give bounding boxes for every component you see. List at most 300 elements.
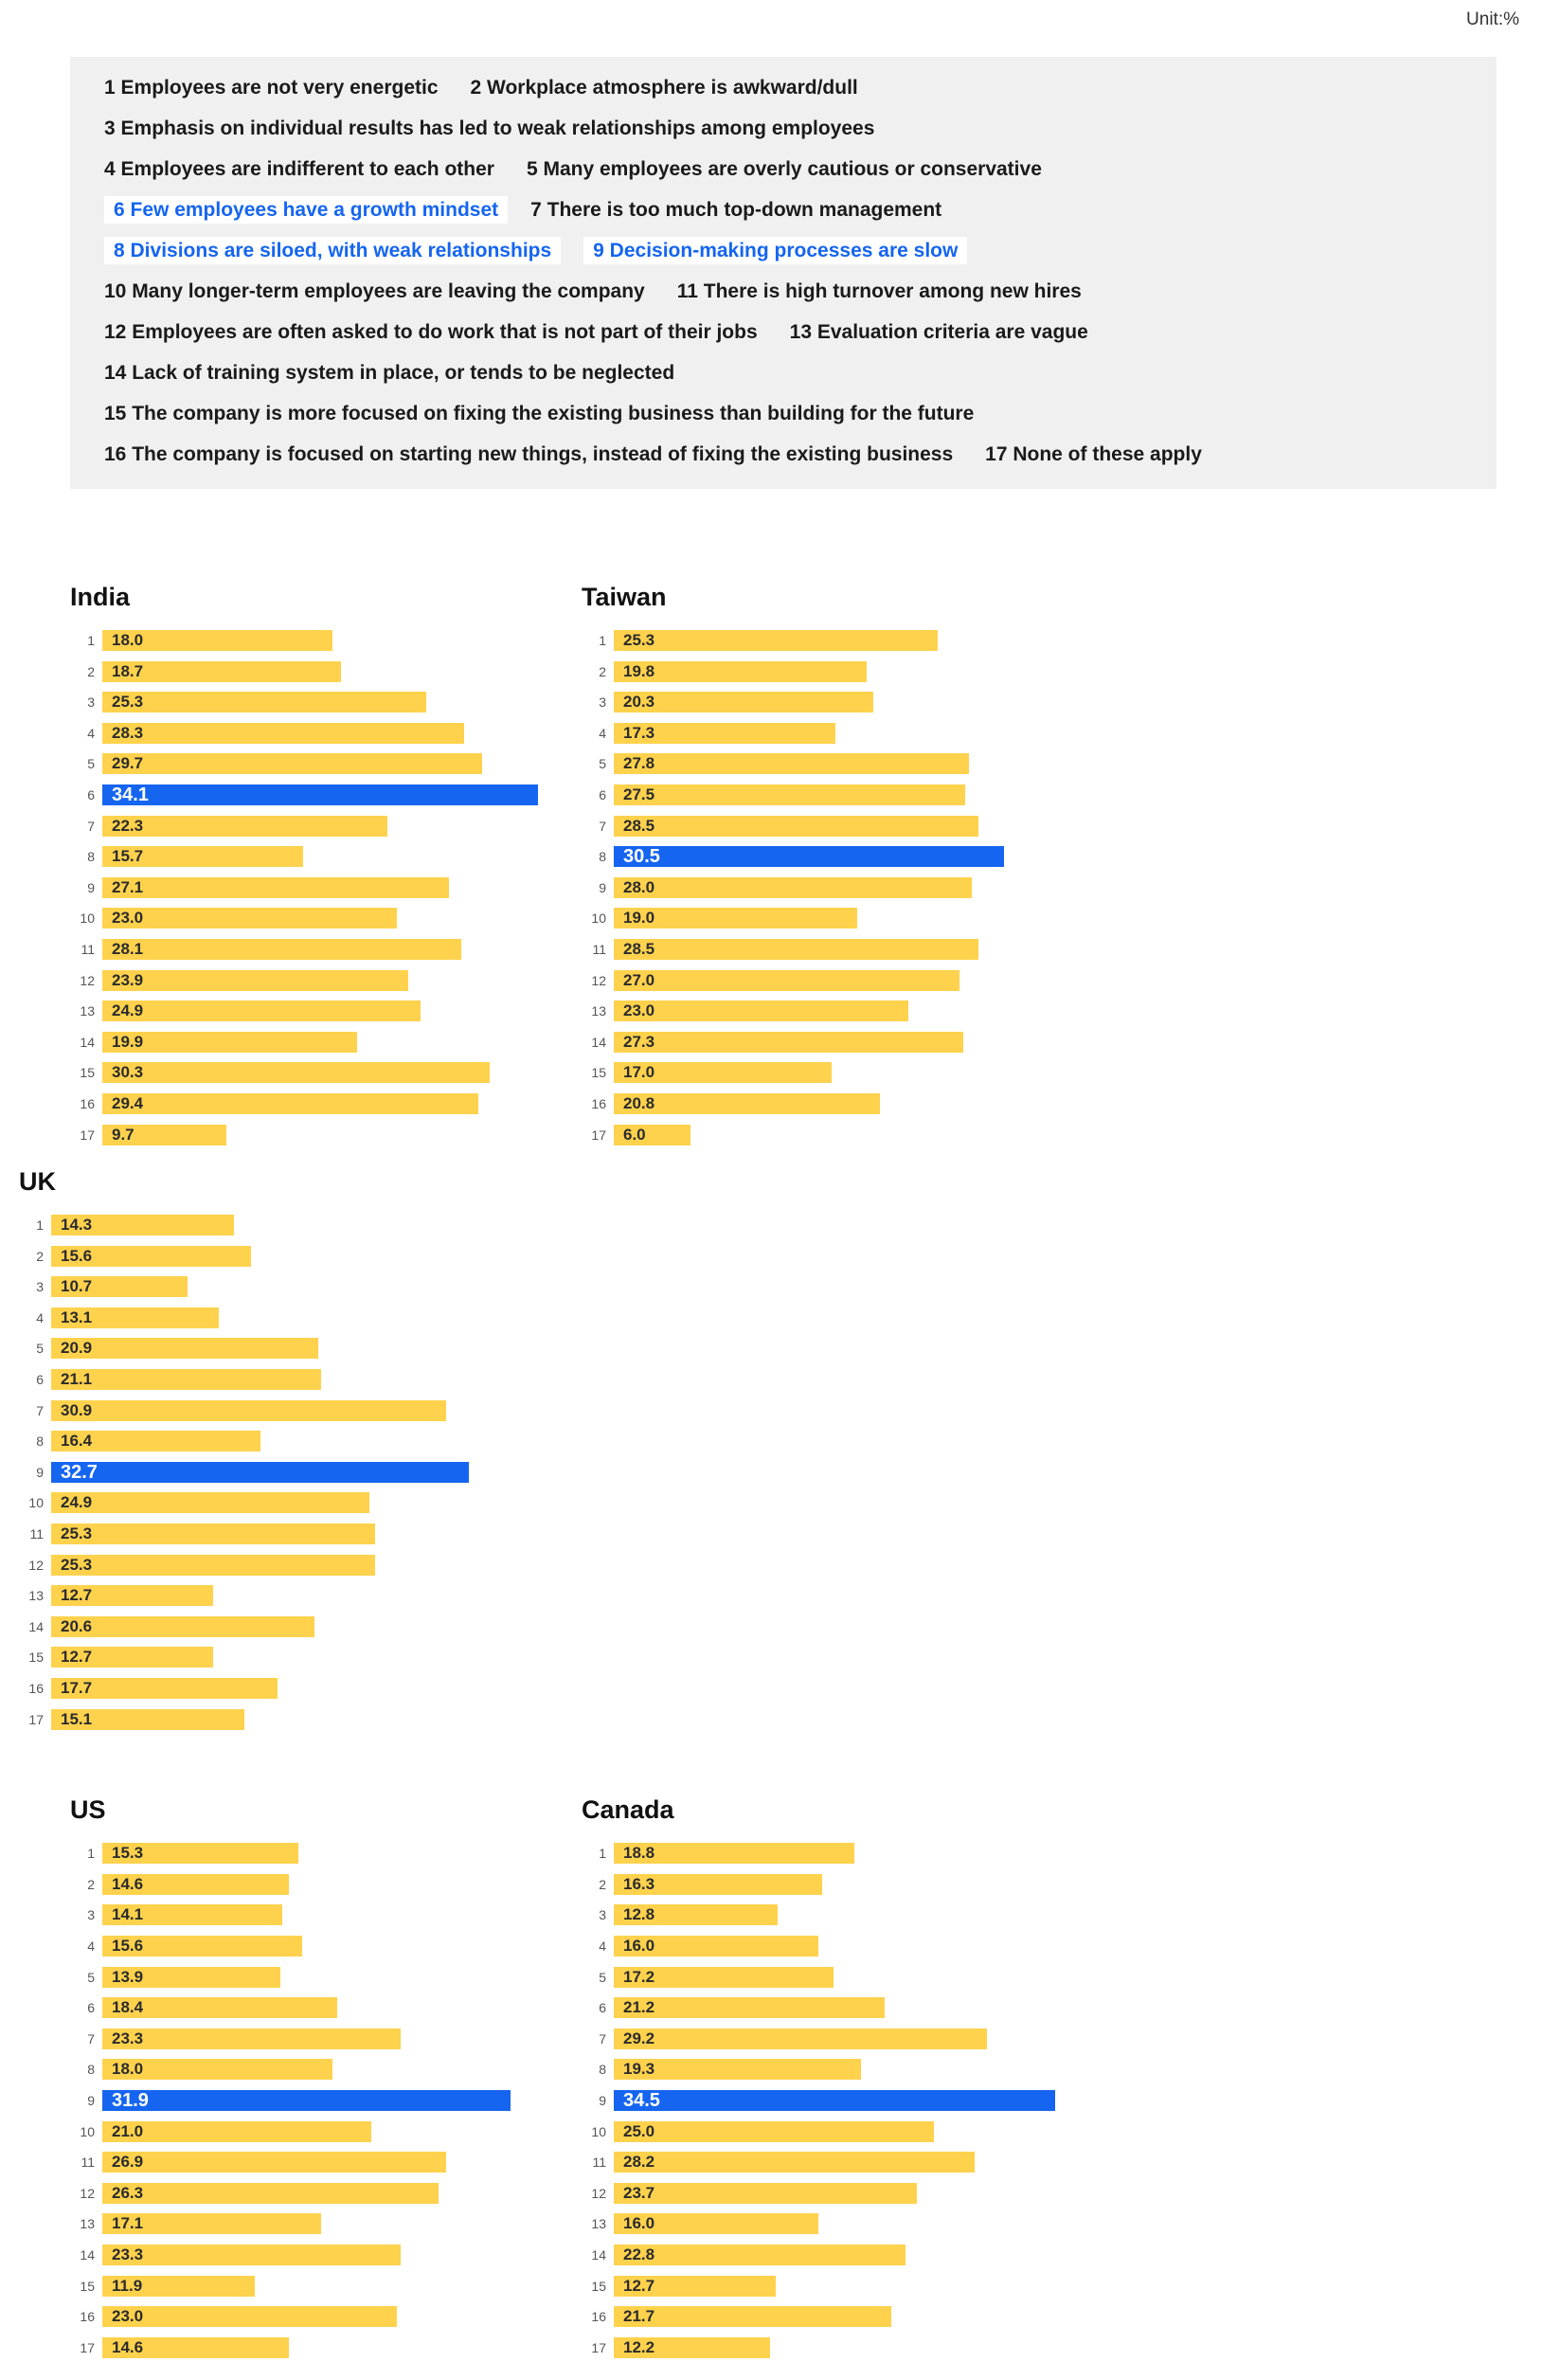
bar-index-label: 8 (599, 2062, 606, 2078)
bar-index-label: 15 (80, 2278, 95, 2294)
legend-item: 9 Decision-making processes are slow (583, 237, 967, 264)
bar-value-label: 25.3 (623, 631, 655, 649)
bar-index-label: 2 (599, 663, 606, 679)
bar-value-label: 27.3 (623, 1032, 655, 1051)
bar-row (582, 1842, 1074, 1865)
bar-track (102, 1001, 563, 1021)
bar-index-label: 7 (87, 818, 95, 834)
bar-fill (51, 1524, 375, 1544)
bar-value-label: 21.2 (623, 1998, 655, 2017)
bar-value-label: 14.6 (112, 1874, 144, 1893)
bar-index-label: 9 (599, 879, 606, 895)
bar-row (70, 2212, 563, 2235)
bar-fill (102, 970, 408, 991)
bar-index-label: 6 (87, 786, 95, 802)
bar-row (70, 2182, 563, 2205)
bar-index-label: 5 (87, 1969, 95, 1985)
bar-index-label: 12 (591, 2185, 606, 2201)
bar-track (51, 1369, 511, 1390)
bar-value-label: 27.8 (623, 754, 655, 773)
bar-track (102, 1904, 563, 1925)
bar-value-label: 19.9 (112, 1032, 144, 1051)
bar-row (70, 1000, 563, 1022)
bar-index-label: 4 (36, 1309, 44, 1325)
bar-fill (614, 2121, 934, 2142)
bar-row (582, 845, 1074, 868)
bar-track (614, 1843, 1074, 1864)
bar-track (51, 1431, 511, 1451)
bar-row (582, 784, 1074, 806)
bar-row (70, 2028, 563, 2050)
bar-value-label: 18.7 (112, 661, 144, 680)
bar-value-label: 15.7 (112, 847, 144, 866)
bar-index-label: 2 (87, 663, 95, 679)
panel-title: Taiwan (582, 583, 667, 611)
bar-track (614, 846, 1074, 867)
legend-item: 17 None of these apply (985, 443, 1202, 465)
bar-row (19, 1275, 511, 1298)
bar-row (582, 1000, 1074, 1022)
bar-row (582, 1996, 1074, 2019)
bar-index-label: 7 (36, 1402, 44, 1418)
bar-value-label: 17.3 (623, 723, 655, 742)
bar-value-label: 26.9 (112, 2153, 144, 2172)
bar-row (70, 845, 563, 868)
bar-value-label: 30.9 (61, 1400, 93, 1419)
bar-row (19, 1584, 511, 1607)
bar-fill (102, 816, 387, 837)
bar-value-label: 27.1 (112, 877, 144, 896)
bar-value-label: 34.1 (112, 784, 149, 805)
bar-row (582, 2089, 1074, 2112)
bar-value-label: 12.2 (623, 2337, 655, 2356)
bar-track (102, 723, 563, 744)
bar-fill (102, 1062, 490, 1083)
bar-index-label: 15 (591, 2278, 606, 2294)
bar-row (582, 2058, 1074, 2081)
bar-value-label: 15.6 (112, 1936, 144, 1955)
bar-value-label: 14.6 (112, 2337, 144, 2356)
bar-row (582, 876, 1074, 899)
bar-value-label: 18.8 (623, 1844, 655, 1863)
bar-row (70, 784, 563, 806)
bar-track (51, 1709, 511, 1730)
bar-row (19, 1214, 511, 1236)
bar-index-label: 14 (591, 1034, 606, 1050)
bar-track (614, 2306, 1074, 2327)
bar-row (582, 1031, 1074, 1054)
bar-track (614, 1936, 1074, 1956)
bar-track (614, 1093, 1074, 1114)
bar-value-label: 32.7 (61, 1461, 98, 1483)
bar-track (614, 630, 1074, 651)
bar-value-label: 27.5 (623, 784, 655, 803)
chart-panel-taiwan (582, 583, 1074, 1154)
bar-track (51, 1492, 511, 1513)
bar-fill (102, 1093, 478, 1114)
bar-value-label: 14.1 (112, 1905, 144, 1924)
legend-item: 3 Emphasis on individual results has led to weak relationships among employees (104, 117, 875, 139)
bar-index-label: 2 (87, 1876, 95, 1892)
bar-value-label: 16.0 (623, 2214, 655, 2233)
bar-value-label: 15.6 (61, 1246, 93, 1265)
bar-fill (51, 1400, 446, 1421)
bar-index-label: 1 (599, 633, 606, 648)
bar-track (102, 692, 563, 712)
bar-index-label: 14 (80, 2246, 95, 2263)
bar-track (102, 753, 563, 774)
bar-value-label: 29.4 (112, 1093, 144, 1112)
bar-index-label: 13 (80, 1003, 95, 1019)
bar-row (582, 660, 1074, 683)
bar-value-label: 28.1 (112, 939, 144, 958)
bar-row (582, 1966, 1074, 1989)
bar-row (70, 2305, 563, 2328)
bar-index-label: 7 (599, 2030, 606, 2046)
bar-track (102, 784, 563, 805)
bar-track (614, 661, 1074, 682)
legend-item: 12 Employees are often asked to do work that is not part of their jobs (104, 321, 758, 343)
bar-index-label: 5 (599, 756, 606, 772)
bar-track (51, 1647, 511, 1668)
bar-track (102, 2059, 563, 2080)
bar-fill (102, 692, 426, 712)
bar-index-label: 9 (599, 2092, 606, 2108)
bar-row (19, 1430, 511, 1452)
bar-row (70, 876, 563, 899)
bar-index-label: 11 (81, 2155, 95, 2171)
legend-item: 15 The company is more focused on fixing the existing business than building for the future (104, 403, 975, 424)
bar-index-label: 13 (591, 1003, 606, 1019)
bar-track (102, 939, 563, 960)
bar-row (70, 1966, 563, 1989)
bar-track (102, 2276, 563, 2297)
bar-index-label: 16 (591, 2309, 606, 2325)
bar-fill (102, 2306, 397, 2327)
legend-item: 8 Divisions are siloed, with weak relationships (104, 237, 561, 264)
bar-fill (614, 1001, 908, 1021)
bar-value-label: 28.2 (623, 2153, 655, 2172)
legend-line (70, 78, 1497, 98)
bar-row (70, 752, 563, 775)
bar-index-label: 17 (591, 2339, 606, 2355)
bar-row (582, 2028, 1074, 2050)
bar-row (70, 815, 563, 838)
bar-row (70, 722, 563, 745)
bar-track (51, 1555, 511, 1576)
bar-index-label: 4 (599, 1938, 606, 1954)
legend-item: 13 Evaluation criteria are vague (789, 321, 1088, 343)
chart-panel-canada (582, 1795, 1074, 2367)
bar-index-label: 16 (80, 1095, 95, 1111)
bar-index-label: 6 (599, 786, 606, 802)
bar-index-label: 11 (29, 1526, 44, 1542)
bar-value-label: 12.7 (623, 2276, 655, 2295)
bar-index-label: 13 (591, 2216, 606, 2232)
legend-item: 5 Many employees are overly cautious or conservative (526, 158, 1042, 180)
bar-value-label: 24.9 (112, 1001, 144, 1020)
legend-item: 4 Employees are indifferent to each other (104, 158, 494, 180)
bar-index-label: 2 (36, 1248, 44, 1264)
bar-row (582, 2151, 1074, 2173)
bar-index-label: 1 (599, 1846, 606, 1862)
bar-index-label: 1 (87, 633, 95, 648)
bar-fill (614, 2183, 917, 2204)
bar-fill (102, 2028, 401, 2049)
bar-track (102, 2028, 563, 2049)
bar-track (102, 2213, 563, 2234)
bar-row (582, 969, 1074, 992)
bar-value-label: 30.3 (112, 1063, 144, 1082)
bar-track (614, 1032, 1074, 1053)
bar-value-label: 18.0 (112, 2060, 144, 2079)
bar-row (582, 1935, 1074, 1957)
bar-value-label: 23.0 (623, 1001, 655, 1020)
bar-value-label: 20.3 (623, 693, 655, 712)
bar-row (70, 1873, 563, 1896)
bar-value-label: 16.3 (623, 1874, 655, 1893)
bar-track (102, 2306, 563, 2327)
bar-index-label: 17 (80, 2339, 95, 2355)
bar-index-label: 8 (599, 849, 606, 865)
bar-value-label: 17.0 (623, 1063, 655, 1082)
bar-fill (614, 2152, 975, 2173)
bar-row (70, 2151, 563, 2173)
bar-track (614, 692, 1074, 712)
bar-track (51, 1338, 511, 1359)
bar-track (614, 2213, 1074, 2234)
bar-fill (102, 753, 482, 774)
legend-line (70, 159, 1497, 179)
bar-value-label: 29.2 (623, 2028, 655, 2047)
bar-fill (102, 908, 397, 929)
bar-index-label: 17 (28, 1711, 44, 1727)
bar-track (614, 723, 1074, 744)
bar-index-label: 12 (80, 2185, 95, 2201)
bar-value-label: 13.9 (112, 1967, 144, 1986)
bar-track (102, 2245, 563, 2265)
bar-index-label: 16 (80, 2309, 95, 2325)
bar-index-label: 3 (87, 1907, 95, 1923)
bar-track (614, 2121, 1074, 2142)
chart-row (0, 583, 1542, 2380)
bar-row (70, 2275, 563, 2298)
bar-value-label: 25.3 (61, 1555, 93, 1574)
bar-row (70, 1842, 563, 1865)
bar-track (102, 1936, 563, 1956)
bar-index-label: 6 (36, 1372, 44, 1388)
bar-value-label: 16.4 (61, 1432, 93, 1451)
bar-index-label: 17 (80, 1127, 95, 1143)
panel-title: India (70, 583, 131, 611)
bar-value-label: 25.0 (623, 2121, 655, 2140)
bar-track (102, 661, 563, 682)
bar-track (51, 1678, 511, 1699)
bar-value-label: 28.3 (112, 723, 144, 742)
bar-index-label: 5 (87, 756, 95, 772)
bar-row (582, 1873, 1074, 1896)
bar-row (19, 1399, 511, 1422)
bar-row (582, 907, 1074, 929)
bar-value-label: 21.7 (623, 2307, 655, 2326)
bar-value-label: 26.3 (112, 2183, 144, 2202)
bar-row (19, 1245, 511, 1268)
bar-track (102, 1125, 563, 1145)
bar-index-label: 4 (87, 725, 95, 741)
panel-title: UK (19, 1167, 56, 1197)
legend-item: 10 Many longer-term employees are leaving the company (104, 280, 645, 302)
bar-index-label: 7 (599, 818, 606, 834)
bar-value-label: 23.3 (112, 2245, 144, 2263)
bar-row (70, 2089, 563, 2112)
bar-track (51, 1246, 511, 1267)
panel-title: Canada (582, 1795, 674, 1825)
bar-track (51, 1215, 511, 1235)
bar-track (102, 908, 563, 929)
legend-line (70, 281, 1497, 301)
bar-index-label: 13 (80, 2216, 95, 2232)
bar-row (70, 1903, 563, 1926)
bar-value-label: 23.0 (112, 2307, 144, 2326)
bar-row (70, 629, 563, 652)
bar-index-label: 14 (80, 1034, 95, 1050)
bar-fill (614, 816, 978, 837)
bar-row (582, 752, 1074, 775)
bar-index-label: 15 (28, 1650, 44, 1666)
bar-index-label: 3 (87, 694, 95, 711)
bar-index-label: 15 (80, 1065, 95, 1081)
legend-item: 7 There is too much top-down management (530, 199, 942, 221)
bar-value-label: 21.1 (61, 1370, 93, 1389)
bar-value-label: 20.8 (623, 1093, 655, 1112)
bar-track (102, 2121, 563, 2142)
bar-value-label: 27.0 (623, 970, 655, 989)
bar-row (70, 2244, 563, 2266)
bar-track (614, 2276, 1074, 2297)
bar-row (19, 1708, 511, 1731)
bar-value-label: 21.0 (112, 2121, 144, 2140)
bar-fill (102, 939, 461, 960)
bar-row (582, 629, 1074, 652)
legend-line (70, 363, 1497, 383)
panel-title: US (70, 1795, 106, 1825)
bar-row (19, 1615, 511, 1638)
bar-value-label: 24.9 (61, 1493, 93, 1512)
bar-value-label: 25.3 (61, 1524, 93, 1543)
bar-index-label: 10 (591, 911, 606, 927)
bar-fill (102, 2245, 401, 2265)
bar-track (614, 816, 1074, 837)
bar-index-label: 14 (28, 1618, 44, 1634)
bar-index-label: 1 (36, 1217, 44, 1234)
bar-row (582, 2212, 1074, 2235)
bar-index-label: 13 (28, 1588, 44, 1604)
bar-value-label: 13.1 (61, 1307, 93, 1326)
chart-panel-india (70, 583, 563, 1154)
bar-index-label: 4 (599, 725, 606, 741)
unit-label: Unit:% (1466, 9, 1519, 29)
bar-track (614, 2183, 1074, 2204)
bar-track (614, 2059, 1074, 2080)
bar-value-label: 19.0 (623, 909, 655, 928)
bar-index-label: 5 (36, 1341, 44, 1357)
bar-track (102, 2090, 563, 2111)
bar-index-label: 8 (36, 1433, 44, 1450)
bar-value-label: 23.7 (623, 2183, 655, 2202)
bar-row (582, 1903, 1074, 1926)
bar-value-label: 28.5 (623, 939, 655, 958)
bar-fill (614, 877, 972, 898)
legend-item: 16 The company is focused on starting new things, instead of fixing the existing business (104, 443, 954, 465)
bar-index-label: 10 (591, 2123, 606, 2139)
bar-track (51, 1524, 511, 1544)
bar-index-label: 3 (599, 694, 606, 711)
bar-fill (614, 939, 978, 960)
bar-value-label: 15.1 (61, 1709, 93, 1728)
bar-index-label: 11 (592, 941, 606, 957)
chart-grid (0, 583, 1542, 2380)
bar-row (582, 2336, 1074, 2359)
bar-index-label: 16 (591, 1095, 606, 1111)
bar-row (582, 2182, 1074, 2205)
bar-index-label: 1 (87, 1846, 95, 1862)
bar-value-label: 20.9 (61, 1339, 93, 1358)
bar-track (102, 2152, 563, 2173)
bar-row (70, 1124, 563, 1146)
bar-index-label: 2 (599, 1876, 606, 1892)
bar-row (582, 815, 1074, 838)
bar-index-label: 8 (87, 2062, 95, 2078)
bar-index-label: 12 (80, 972, 95, 988)
bar-row (582, 1124, 1074, 1146)
bar-row (70, 1935, 563, 1957)
legend-item: 14 Lack of training system in place, or tends to be neglected (104, 362, 675, 384)
bar-index-label: 9 (87, 2092, 95, 2108)
bar-row (19, 1523, 511, 1545)
bar-track (614, 1874, 1074, 1895)
bar-index-label: 6 (87, 2000, 95, 2016)
bar-track (614, 1904, 1074, 1925)
bar-fill (51, 1492, 369, 1513)
bar-index-label: 3 (36, 1279, 44, 1295)
bar-track (102, 1032, 563, 1053)
bar-value-label: 23.9 (112, 970, 144, 989)
bar-index-label: 11 (81, 941, 95, 957)
bar-fill (51, 1555, 375, 1576)
bar-index-label: 3 (599, 1907, 606, 1923)
bar-row (70, 2120, 563, 2143)
bar-value-label: 25.3 (112, 693, 144, 712)
bar-track (51, 1462, 511, 1483)
bar-value-label: 18.4 (112, 1998, 144, 2017)
bar-track (614, 970, 1074, 991)
bar-track (614, 1125, 1074, 1145)
bar-value-label: 20.6 (61, 1616, 93, 1635)
bar-track (102, 630, 563, 651)
bar-fill (614, 630, 938, 651)
bar-row (582, 938, 1074, 961)
legend-line (70, 118, 1497, 138)
bar-fill (614, 2245, 905, 2265)
bar-value-label: 29.7 (112, 754, 144, 773)
bar-index-label: 16 (28, 1681, 44, 1696)
bar-fill (102, 2152, 446, 2173)
bar-value-label: 16.0 (623, 1936, 655, 1955)
bar-row (70, 1092, 563, 1115)
legend-box (70, 57, 1497, 489)
bar-index-label: 10 (28, 1495, 44, 1511)
bar-value-label: 31.9 (112, 2089, 149, 2111)
